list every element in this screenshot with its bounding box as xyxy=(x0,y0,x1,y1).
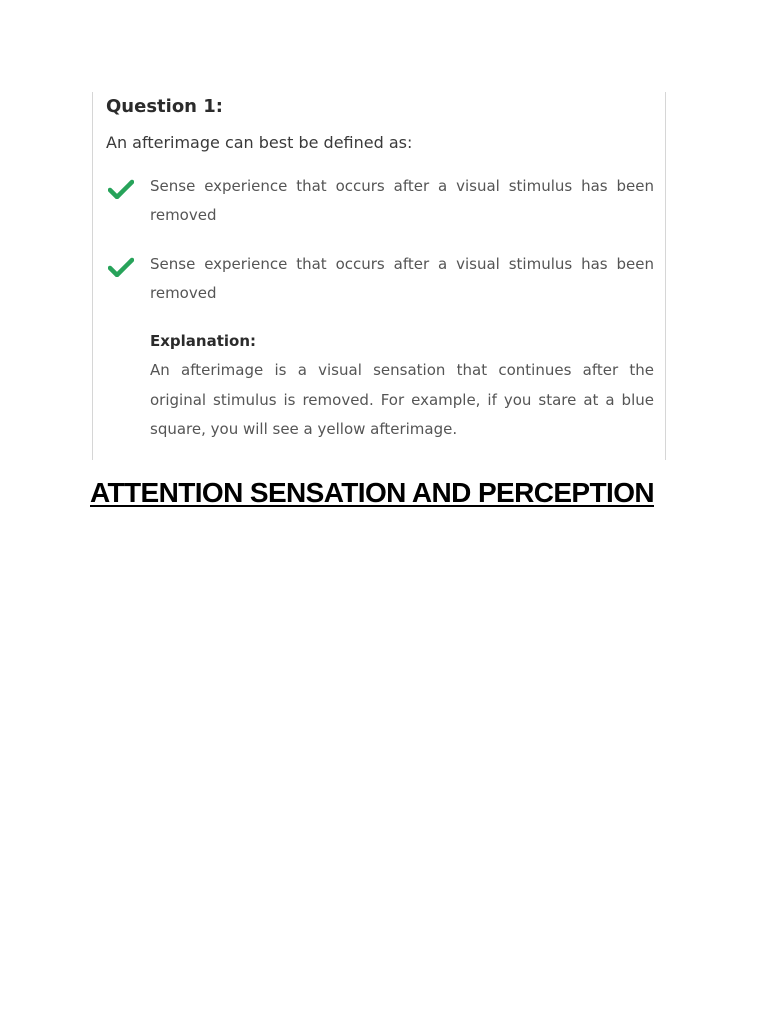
question-title: Question 1: xyxy=(106,96,223,117)
check-icon xyxy=(108,257,134,277)
document-heading: ATTENTION SENSATION AND PERCEPTION xyxy=(90,477,654,508)
question-prompt: An afterimage can best be defined as: xyxy=(106,133,413,152)
answer-text: Sense experience that occurs after a visual stimulus has been removed xyxy=(150,177,654,224)
answer-text: Sense experience that occurs after a visual stimulus has been removed xyxy=(150,255,654,302)
explanation-title: Explanation: xyxy=(150,332,257,350)
explanation-text: An afterimage is a visual sensation that continues after the original stimulus is removed. For example, if you stare at a blue square, you will see a yellow afterimage. xyxy=(150,361,654,438)
check-icon xyxy=(108,179,134,199)
quiz-card xyxy=(92,92,666,460)
